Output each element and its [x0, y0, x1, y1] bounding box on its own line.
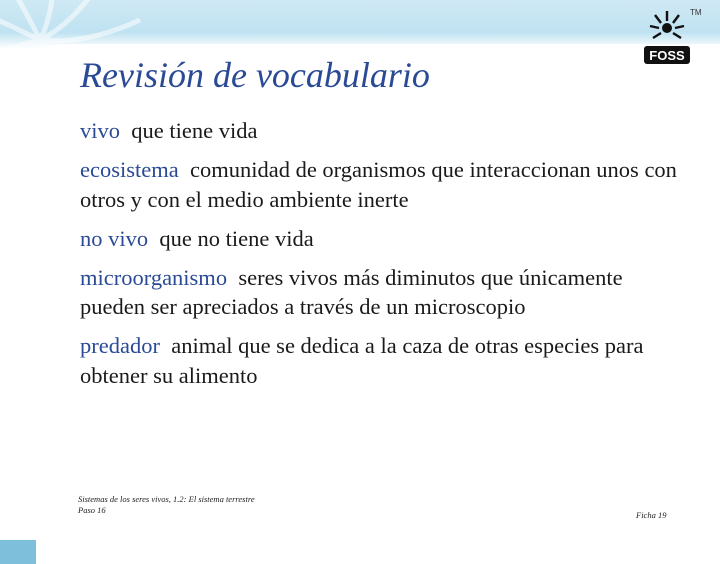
vocabulary-term: no vivo: [80, 225, 149, 251]
footer-source-line: Sistemas de los seres vivos, 1.2: El sistema terrestre: [78, 494, 255, 504]
vocabulary-entry: [80, 155, 680, 214]
footer-step: Paso 16: [78, 505, 106, 515]
vocabulary-entry: [80, 116, 680, 146]
foss-logo: [642, 8, 692, 66]
vocabulary-definition: que tiene vida: [131, 118, 258, 143]
vocabulary-list: [80, 116, 680, 400]
footer-source: [78, 494, 255, 516]
slide-title: Revisión de vocabulario: [80, 55, 430, 95]
footer-page-label: Ficha 19: [636, 510, 667, 520]
vocabulary-term: predador: [80, 333, 160, 358]
vocabulary-entry: [80, 224, 680, 254]
vocabulary-definition: comunidad de organismos que interaccionan unos con otros y con el medio ambiente inerte: [80, 157, 677, 212]
vocabulary-definition: seres vivos más diminutos que únicamente pueden ser apreciados a través de un microscopio: [80, 264, 623, 319]
vocabulary-term: microorganismo: [80, 264, 228, 290]
logo-text: FOSS: [649, 48, 685, 63]
vocabulary-entry: [80, 263, 680, 322]
vocabulary-definition: animal que se dedica a la caza de otras especies para obtener su alimento: [80, 333, 644, 388]
vocabulary-term: vivo: [80, 118, 121, 143]
vocabulary-term: ecosistema: [80, 157, 179, 182]
vocabulary-entry: [80, 331, 680, 390]
trademark-mark: TM: [690, 8, 702, 17]
vocabulary-definition: que no tiene vida: [159, 225, 314, 251]
